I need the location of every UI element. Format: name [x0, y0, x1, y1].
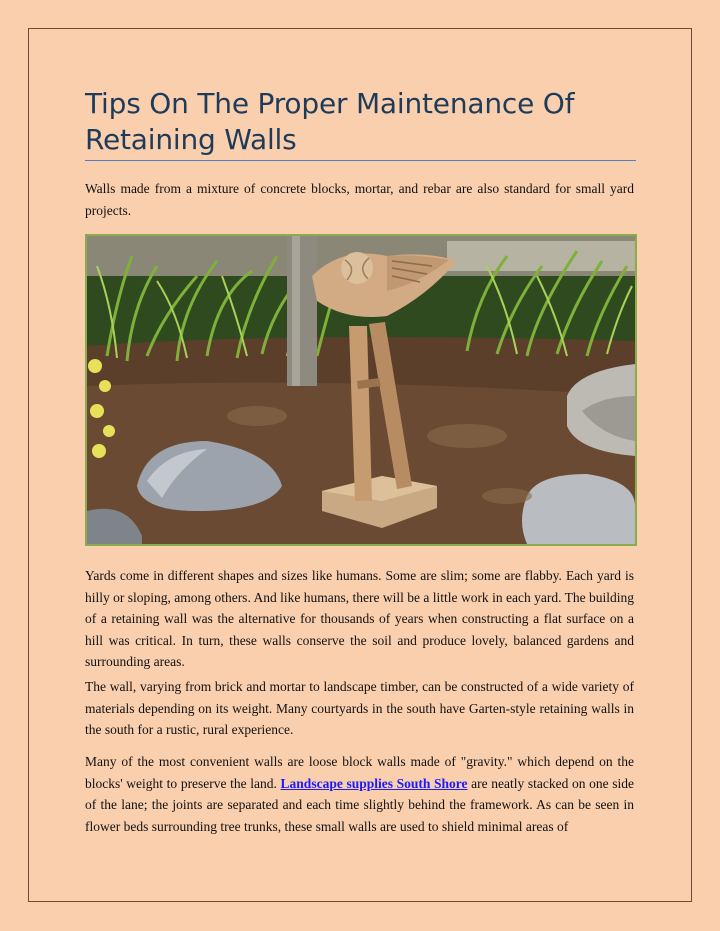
garden-sculpture-photo — [85, 234, 637, 546]
paragraph-text-after-link: are neatly stacked on one side of the lane; the joints are separated and each time slightly behind the framework. As can be seen in flower beds surrounding tree trunks, these small walls are used to shield minimal areas of — [85, 775, 634, 834]
landscape-supplies-link[interactable]: Landscape supplies South Shore — [280, 775, 468, 791]
intro-paragraph: Walls made from a mixture of concrete blocks, mortar, and rebar are also standard for small yard projects. — [85, 181, 634, 218]
body-paragraph: Yards come in different shapes and sizes like humans. Some are slim; some are flabby. Each yard is hilly or sloping, among others. And like humans, there will be a little work in each yard. The building of a retaining wall was the alternative for thousands of years when constructing a flat surface on a hill was critical. In turn, these walls conserve the soil and produce lovely, balanced gardens and surrounding areas. — [85, 568, 634, 669]
photo-illustration — [87, 236, 635, 544]
paragraph-text-before-link: Many of the most convenient walls are loose block walls made of "gravity." which depend on the blocks' weight to preserve the land. — [85, 754, 634, 791]
title-underline — [85, 160, 636, 161]
body-paragraph-with-link — [85, 751, 634, 837]
body-paragraph: The wall, varying from brick and mortar to landscape timber, can be constructed of a wide variety of materials depending on its weight. Many courtyards in the south have Garten-style retaining walls in the south for a rustic, rural experience. — [85, 679, 634, 737]
page-title: Tips On The Proper Maintenance Of Retaining Walls — [85, 87, 575, 156]
